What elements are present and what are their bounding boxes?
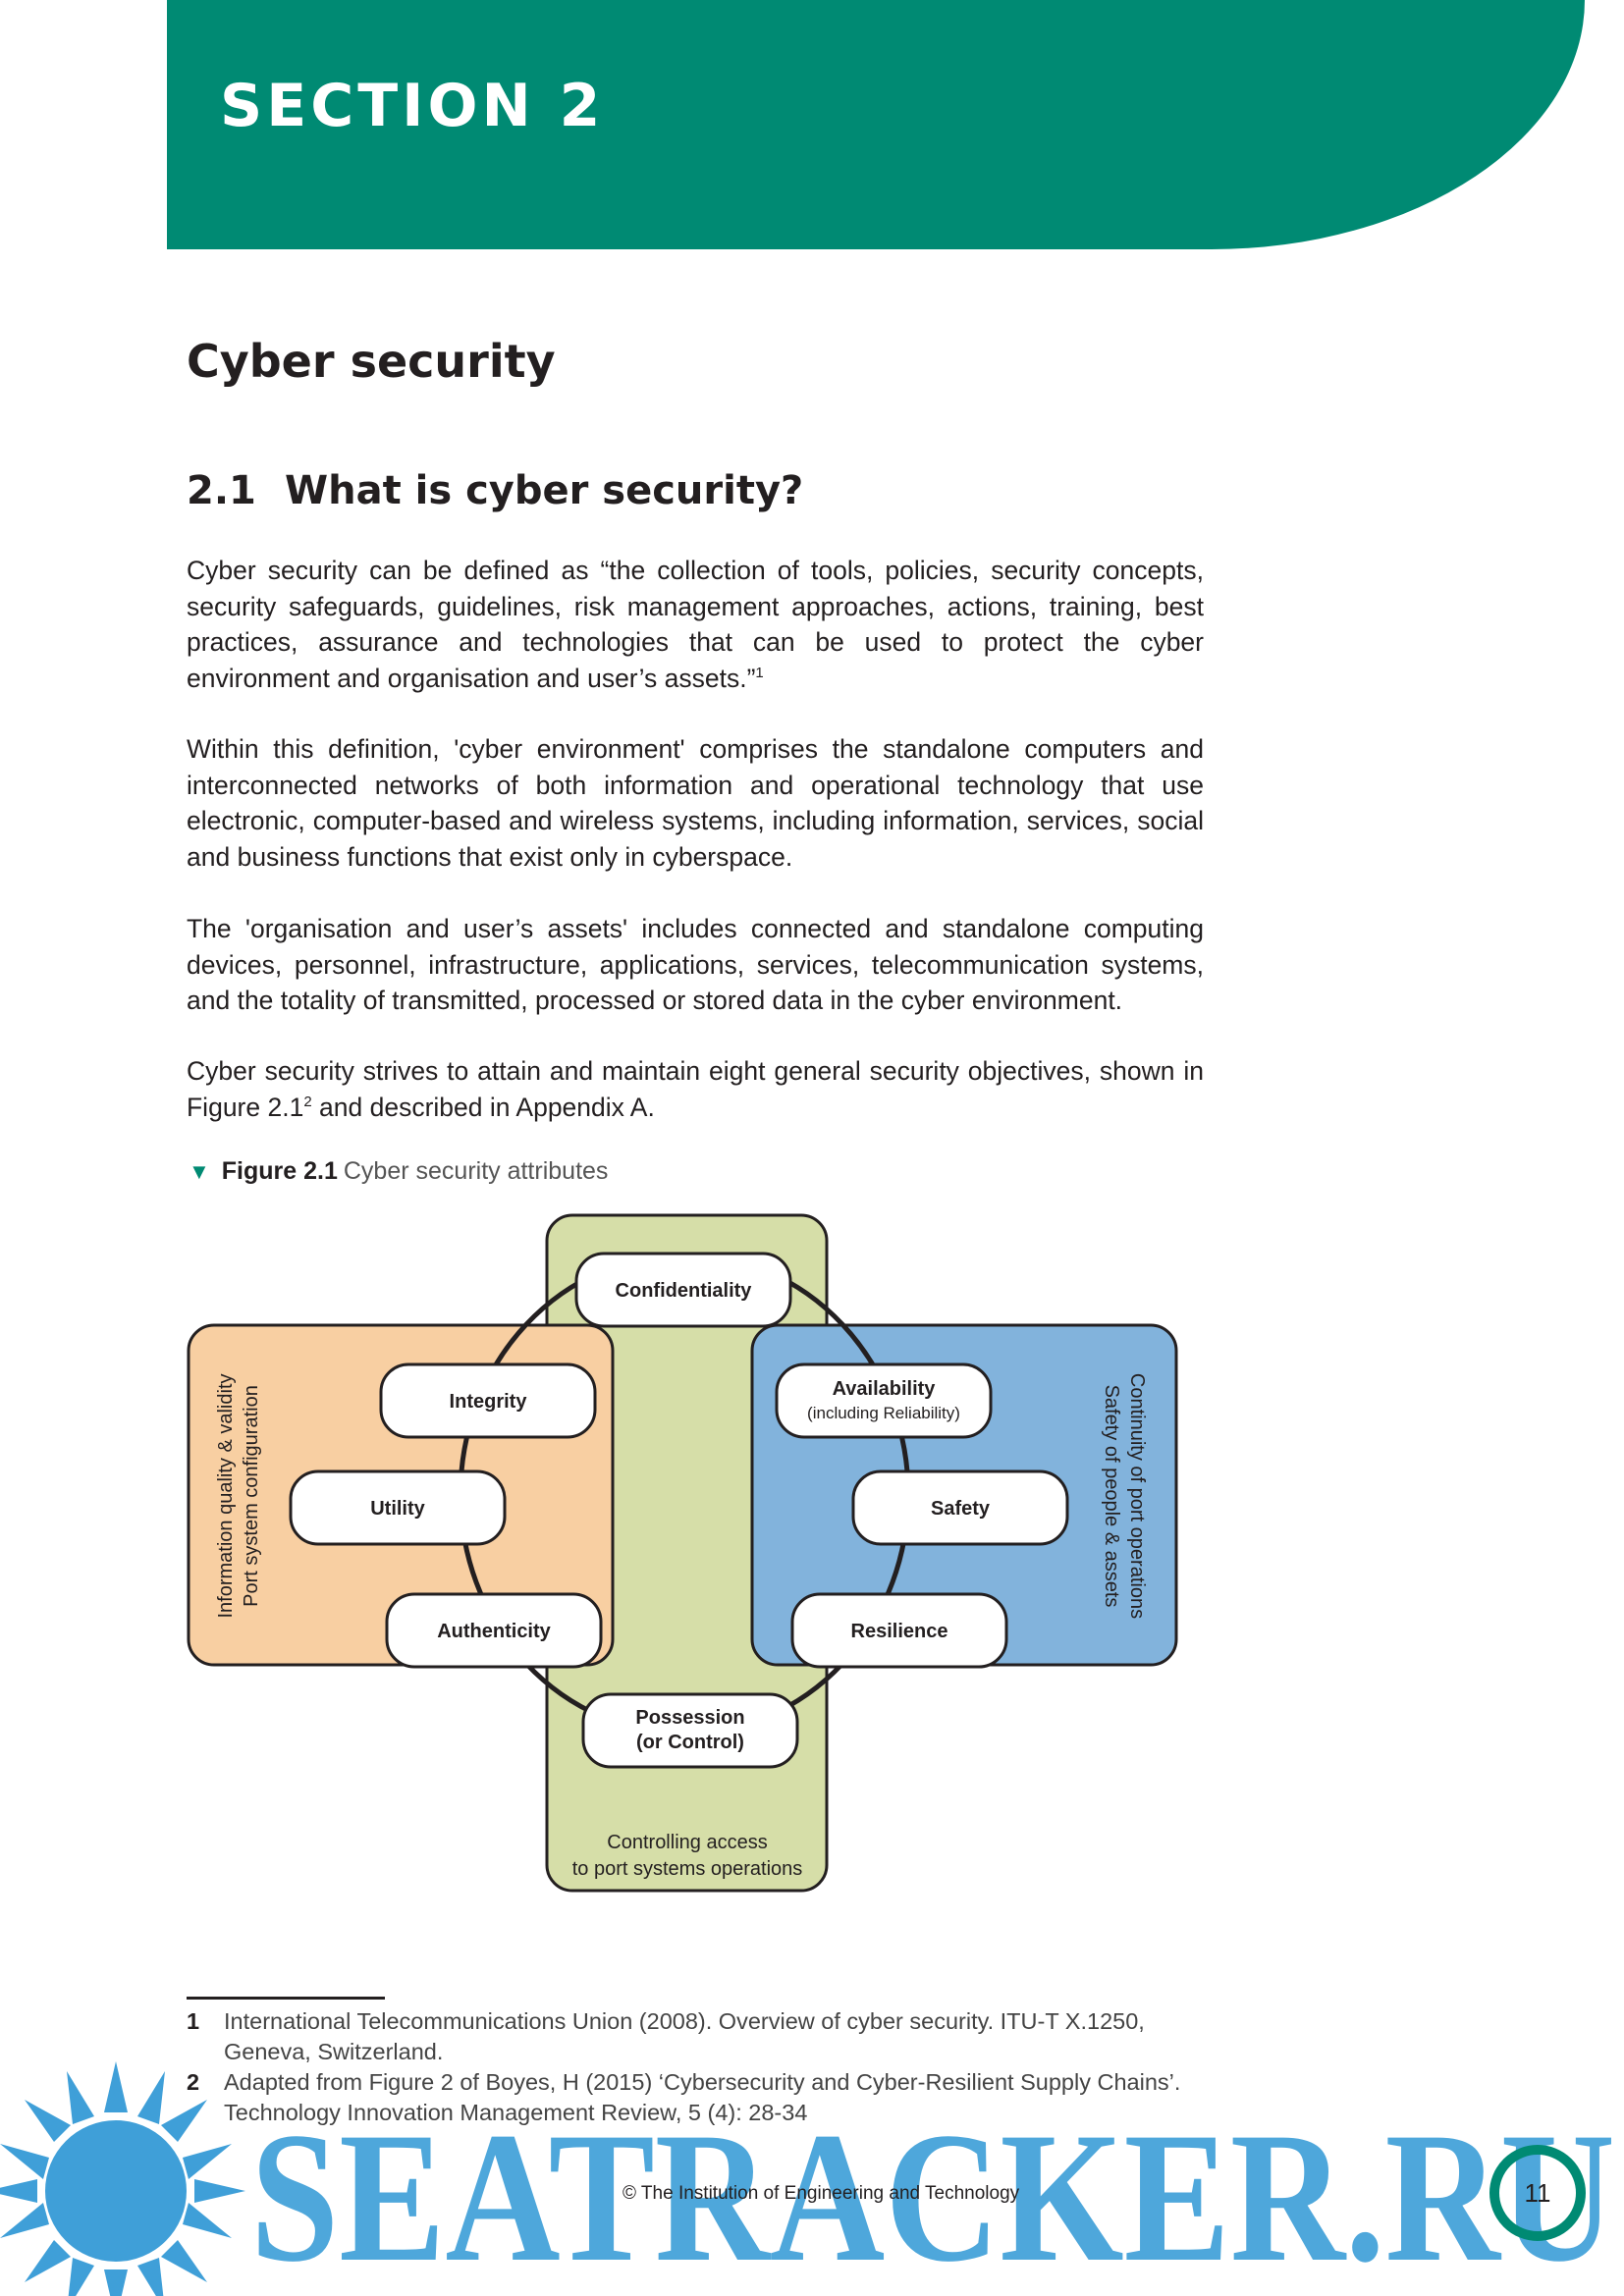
- left-panel-line1: Information quality & validity: [215, 1373, 237, 1619]
- node-availability-sublabel: (including Reliability): [807, 1404, 960, 1422]
- right-panel-line1: Continuity of port operations: [1126, 1372, 1148, 1620]
- paragraph-definition-text: Cyber security can be defined as “the collection of tools, policies, security concepts, security safeguards, guidelines, risk management approaches, actions, training, best practices, assurance and technologies that can be used to protect the cyber environment and organisation and user’s assets.”: [187, 556, 1204, 693]
- node-availability: [777, 1364, 991, 1437]
- watermark-text: SEATRACKER.RU: [250, 2095, 1615, 2296]
- node-possession: [583, 1694, 797, 1767]
- sun-logo-icon: [0, 2061, 245, 2296]
- footnote-1-number: 1: [187, 2008, 200, 2034]
- caption-triangle-icon: ▼: [189, 1159, 210, 1184]
- footnote-2-text: Adapted from Figure 2 of Boyes, H (2015) ‘Cybersecurity and Cyber-Resilient Supply Chains’. Technology Innovation Management Review, 5 (4): 28-34: [224, 2069, 1181, 2125]
- paragraph-objectives-tail: and described in Appendix A.: [311, 1092, 655, 1122]
- node-integrity: [381, 1364, 595, 1437]
- bottom-panel-line1: Controlling access: [607, 1832, 768, 1853]
- node-possession-label: Possession: [635, 1707, 745, 1729]
- footnote-2-number: 2: [187, 2069, 200, 2095]
- figure-label: Figure 2.1: [221, 1157, 338, 1185]
- node-utility-label: Utility: [370, 1498, 425, 1520]
- bottom-panel-line2: to port systems operations: [571, 1858, 803, 1880]
- node-authenticity: [387, 1594, 601, 1667]
- footnote-ref-2[interactable]: 2: [303, 1093, 312, 1110]
- node-authenticity-label: Authenticity: [437, 1621, 551, 1642]
- footnote-1-text: International Telecommunications Union (2008). Overview of cyber security. ITU-T X.1250, Geneva, Switzerland.: [224, 2008, 1145, 2064]
- node-utility: [291, 1471, 505, 1544]
- figure-caption-text: Cyber security attributes: [343, 1157, 609, 1185]
- seatracker-watermark: [0, 2042, 1624, 2296]
- footnote-ref-1[interactable]: 1: [755, 664, 764, 681]
- node-resilience-label: Resilience: [850, 1621, 948, 1642]
- footnote-rule: [187, 1997, 385, 2000]
- subsection-title: What is cyber security?: [285, 468, 804, 513]
- node-confidentiality: [576, 1254, 790, 1326]
- page-title: Cyber security: [187, 335, 556, 388]
- subsection-number: 2.1: [187, 468, 256, 513]
- node-safety: [853, 1471, 1067, 1544]
- paragraph-cyber-environment: Within this definition, 'cyber environment' comprises the standalone computers and interconnected networks of both information and operational technology that use electronic, computer-based and wireless systems, including information, services, social and business functions that exist only in cyberspace.: [187, 734, 1204, 872]
- section-label: SECTION 2: [220, 72, 605, 140]
- copyright-notice: © The Institution of Engineering and Technology: [623, 2183, 1020, 2204]
- right-panel-line2: Safety of people & assets: [1101, 1384, 1122, 1608]
- left-panel-line2: Port system configuration: [241, 1385, 262, 1607]
- node-resilience: [792, 1594, 1006, 1667]
- page-number: 11: [1524, 2178, 1551, 2208]
- paragraph-objectives-text: Cyber security strives to attain and maintain eight general security objectives, shown in Figure 2.1: [187, 1056, 1204, 1122]
- node-confidentiality-label: Confidentiality: [615, 1280, 752, 1302]
- node-availability-label: Availability: [832, 1378, 936, 1400]
- node-safety-label: Safety: [930, 1498, 991, 1520]
- paragraph-assets: The 'organisation and user’s assets' includes connected and standalone computing devices, personnel, infrastructure, applications, services, telecommunication systems, and the totality of transmitted, processed or stored data in the cyber environment.: [187, 914, 1204, 1015]
- node-integrity-label: Integrity: [449, 1391, 527, 1413]
- node-possession-sublabel: (or Control): [636, 1732, 744, 1753]
